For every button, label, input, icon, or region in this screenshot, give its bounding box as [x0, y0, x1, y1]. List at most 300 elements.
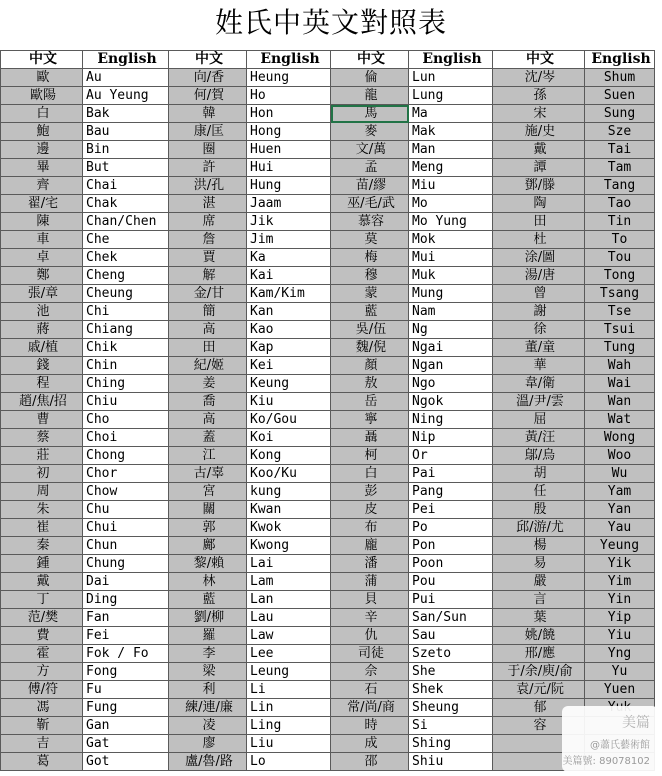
cell-english-surname[interactable]: Shum [585, 69, 655, 87]
cell-chinese-surname[interactable]: 齊 [1, 177, 83, 195]
cell-english-surname[interactable]: Ka [247, 249, 331, 267]
cell-chinese-surname[interactable]: 袁/元/阮 [493, 681, 585, 699]
cell-chinese-surname[interactable]: 吉 [1, 735, 83, 753]
cell-chinese-surname[interactable]: 巫/毛/武 [331, 195, 409, 213]
cell-chinese-surname[interactable]: 霍 [1, 645, 83, 663]
cell-chinese-surname[interactable]: 湯/唐 [493, 267, 585, 285]
cell-chinese-surname[interactable]: 洪/孔 [169, 177, 247, 195]
cell-chinese-surname[interactable]: 宋 [493, 105, 585, 123]
cell-english-surname[interactable]: Ling [247, 717, 331, 735]
cell-chinese-surname[interactable]: 寧 [331, 411, 409, 429]
cell-chinese-surname[interactable]: 葉 [493, 609, 585, 627]
cell-english-surname[interactable]: Lan [247, 591, 331, 609]
cell-english-surname[interactable]: Leung [247, 663, 331, 681]
cell-english-surname[interactable]: Got [83, 753, 169, 771]
cell-english-surname[interactable]: Chak [83, 195, 169, 213]
cell-english-surname[interactable]: Bin [83, 141, 169, 159]
cell-english-surname[interactable]: Ngok [409, 393, 493, 411]
cell-chinese-surname[interactable]: 鄔/烏 [493, 447, 585, 465]
cell-chinese-surname[interactable]: 慕容 [331, 213, 409, 231]
cell-chinese-surname[interactable]: 姚/饒 [493, 627, 585, 645]
cell-english-surname[interactable]: Ma [409, 105, 493, 123]
cell-english-surname[interactable]: Chiang [83, 321, 169, 339]
cell-chinese-surname[interactable]: 喬 [169, 393, 247, 411]
cell-english-surname[interactable]: Shiu [409, 753, 493, 771]
cell-chinese-surname[interactable]: 白 [331, 465, 409, 483]
cell-english-surname[interactable]: Tsui [585, 321, 655, 339]
cell-english-surname[interactable]: Bau [83, 123, 169, 141]
cell-english-surname[interactable]: Yng [585, 645, 655, 663]
cell-english-surname[interactable]: Yiu [585, 627, 655, 645]
cell-english-surname[interactable]: Koi [247, 429, 331, 447]
cell-chinese-surname[interactable]: 辛 [331, 609, 409, 627]
cell-english-surname[interactable]: Keung [247, 375, 331, 393]
cell-chinese-surname[interactable]: 姜 [169, 375, 247, 393]
cell-english-surname[interactable]: Tao [585, 195, 655, 213]
cell-chinese-surname[interactable]: 崔 [1, 519, 83, 537]
cell-chinese-surname[interactable]: 朱 [1, 501, 83, 519]
cell-chinese-surname[interactable]: 湛 [169, 195, 247, 213]
cell-chinese-surname[interactable]: 鄭 [1, 267, 83, 285]
cell-chinese-surname[interactable]: 孫 [493, 87, 585, 105]
cell-english-surname[interactable]: Gat [83, 735, 169, 753]
cell-chinese-surname[interactable]: 田 [493, 213, 585, 231]
cell-chinese-surname[interactable]: 藍 [331, 303, 409, 321]
cell-chinese-surname[interactable]: 田 [169, 339, 247, 357]
cell-english-surname[interactable]: Wah [585, 357, 655, 375]
cell-chinese-surname[interactable]: 簡 [169, 303, 247, 321]
cell-english-surname[interactable]: Che [83, 231, 169, 249]
cell-english-surname[interactable]: Yuen [585, 681, 655, 699]
cell-chinese-surname[interactable]: 解 [169, 267, 247, 285]
cell-english-surname[interactable]: Fong [83, 663, 169, 681]
cell-chinese-surname[interactable]: 韓 [169, 105, 247, 123]
cell-chinese-surname[interactable]: 趙/焦/招 [1, 393, 83, 411]
cell-english-surname[interactable]: Lee [247, 645, 331, 663]
cell-english-surname[interactable]: Kai [247, 267, 331, 285]
cell-english-surname[interactable]: Lau [247, 609, 331, 627]
cell-chinese-surname[interactable]: 吳/伍 [331, 321, 409, 339]
cell-chinese-surname[interactable]: 胡 [493, 465, 585, 483]
cell-chinese-surname[interactable]: 費 [1, 627, 83, 645]
cell-chinese-surname[interactable]: 邊 [1, 141, 83, 159]
cell-chinese-surname[interactable]: 江 [169, 447, 247, 465]
cell-english-surname[interactable]: Au [83, 69, 169, 87]
cell-chinese-surname[interactable]: 屈 [493, 411, 585, 429]
cell-english-surname[interactable]: Ngan [409, 357, 493, 375]
cell-chinese-surname[interactable]: 鄧/滕 [493, 177, 585, 195]
cell-english-surname[interactable]: Si [409, 717, 493, 735]
cell-chinese-surname[interactable]: 龐 [331, 537, 409, 555]
cell-english-surname[interactable]: kung [247, 483, 331, 501]
cell-english-surname[interactable]: Tang [585, 177, 655, 195]
cell-chinese-surname[interactable]: 秦 [1, 537, 83, 555]
cell-english-surname[interactable]: Sze [585, 123, 655, 141]
cell-chinese-surname[interactable]: 宮 [169, 483, 247, 501]
cell-english-surname[interactable]: Pon [409, 537, 493, 555]
cell-english-surname[interactable]: Wai [585, 375, 655, 393]
cell-chinese-surname[interactable]: 莫 [331, 231, 409, 249]
cell-english-surname[interactable]: Mok [409, 231, 493, 249]
cell-english-surname[interactable]: Jim [247, 231, 331, 249]
cell-english-surname[interactable]: Lam [247, 573, 331, 591]
cell-english-surname[interactable]: Lo [247, 753, 331, 771]
cell-english-surname[interactable]: Tam [585, 159, 655, 177]
cell-chinese-surname[interactable]: 戴 [1, 573, 83, 591]
cell-chinese-surname[interactable]: 邱/游/尤 [493, 519, 585, 537]
cell-english-surname[interactable]: Kao [247, 321, 331, 339]
cell-chinese-surname[interactable]: 池 [1, 303, 83, 321]
cell-chinese-surname[interactable]: 圈 [169, 141, 247, 159]
cell-chinese-surname[interactable]: 白 [1, 105, 83, 123]
cell-english-surname[interactable]: Tin [585, 213, 655, 231]
cell-english-surname[interactable]: San/Sun [409, 609, 493, 627]
cell-chinese-surname[interactable]: 佘 [331, 663, 409, 681]
cell-chinese-surname[interactable]: 倫 [331, 69, 409, 87]
cell-english-surname[interactable]: Jik [247, 213, 331, 231]
cell-english-surname[interactable]: Lai [247, 555, 331, 573]
cell-english-surname[interactable]: Fung [83, 699, 169, 717]
cell-chinese-surname[interactable]: 彭 [331, 483, 409, 501]
cell-english-surname[interactable]: Yam [585, 483, 655, 501]
cell-english-surname[interactable]: Yip [585, 609, 655, 627]
cell-chinese-surname[interactable]: 關 [169, 501, 247, 519]
cell-english-surname[interactable]: Ng [409, 321, 493, 339]
cell-chinese-surname[interactable]: 梁 [169, 663, 247, 681]
cell-chinese-surname[interactable]: 詹 [169, 231, 247, 249]
cell-english-surname[interactable]: Pei [409, 501, 493, 519]
cell-english-surname[interactable]: Chong [83, 447, 169, 465]
cell-english-surname[interactable]: To [585, 231, 655, 249]
cell-chinese-surname[interactable]: 魏/倪 [331, 339, 409, 357]
cell-chinese-surname[interactable]: 鄺 [169, 537, 247, 555]
cell-english-surname[interactable]: Pui [409, 591, 493, 609]
cell-chinese-surname[interactable]: 蓋 [169, 429, 247, 447]
cell-english-surname[interactable]: Tai [585, 141, 655, 159]
cell-english-surname[interactable]: Chui [83, 519, 169, 537]
cell-english-surname[interactable]: Chu [83, 501, 169, 519]
cell-english-surname[interactable]: Sau [409, 627, 493, 645]
cell-chinese-surname[interactable]: 康/匡 [169, 123, 247, 141]
cell-english-surname[interactable]: Yan [585, 501, 655, 519]
cell-english-surname[interactable]: Mung [409, 285, 493, 303]
cell-english-surname[interactable]: Muk [409, 267, 493, 285]
cell-chinese-surname[interactable]: 皮 [331, 501, 409, 519]
cell-chinese-surname[interactable]: 董/童 [493, 339, 585, 357]
cell-chinese-surname[interactable]: 翟/宅 [1, 195, 83, 213]
cell-english-surname[interactable]: Chek [83, 249, 169, 267]
cell-chinese-surname[interactable]: 蒙 [331, 285, 409, 303]
cell-english-surname[interactable]: She [409, 663, 493, 681]
cell-chinese-surname[interactable]: 林 [169, 573, 247, 591]
cell-english-surname[interactable]: Ding [83, 591, 169, 609]
cell-chinese-surname[interactable]: 貝 [331, 591, 409, 609]
cell-english-surname[interactable]: Huen [247, 141, 331, 159]
cell-english-surname[interactable]: Hon [247, 105, 331, 123]
cell-english-surname[interactable]: Mo Yung [409, 213, 493, 231]
cell-english-surname[interactable]: Woo [585, 447, 655, 465]
cell-english-surname[interactable]: Chun [83, 537, 169, 555]
cell-chinese-surname[interactable]: 歐陽 [1, 87, 83, 105]
cell-chinese-surname[interactable]: 于/余/庾/俞 [493, 663, 585, 681]
cell-english-surname[interactable]: Jaam [247, 195, 331, 213]
cell-english-surname[interactable]: Meng [409, 159, 493, 177]
cell-chinese-surname[interactable]: 施/史 [493, 123, 585, 141]
cell-english-surname[interactable]: Pai [409, 465, 493, 483]
cell-chinese-surname[interactable]: 凌 [169, 717, 247, 735]
cell-chinese-surname[interactable]: 許 [169, 159, 247, 177]
cell-chinese-surname[interactable]: 韋/衛 [493, 375, 585, 393]
cell-chinese-surname[interactable]: 方 [1, 663, 83, 681]
cell-chinese-surname[interactable]: 殷 [493, 501, 585, 519]
cell-chinese-surname[interactable]: 司徒 [331, 645, 409, 663]
cell-chinese-surname[interactable]: 盧/魯/路 [169, 753, 247, 771]
cell-english-surname[interactable]: Tong [585, 267, 655, 285]
cell-english-surname[interactable]: Wat [585, 411, 655, 429]
cell-english-surname[interactable]: Po [409, 519, 493, 537]
cell-chinese-surname[interactable]: 莊 [1, 447, 83, 465]
cell-english-surname[interactable]: Nam [409, 303, 493, 321]
cell-chinese-surname[interactable]: 華 [493, 357, 585, 375]
cell-chinese-surname[interactable]: 陶 [493, 195, 585, 213]
cell-chinese-surname[interactable]: 岳 [331, 393, 409, 411]
cell-chinese-surname[interactable]: 鍾 [1, 555, 83, 573]
cell-chinese-surname[interactable]: 高 [169, 411, 247, 429]
cell-chinese-surname[interactable]: 鮑 [1, 123, 83, 141]
cell-english-surname[interactable]: Tse [585, 303, 655, 321]
cell-chinese-surname[interactable]: 郭 [169, 519, 247, 537]
cell-english-surname[interactable]: Sung [585, 105, 655, 123]
cell-chinese-surname[interactable]: 錢 [1, 357, 83, 375]
cell-chinese-surname[interactable]: 范/樊 [1, 609, 83, 627]
cell-chinese-surname[interactable]: 柯 [331, 447, 409, 465]
cell-english-surname[interactable]: Tsang [585, 285, 655, 303]
cell-chinese-surname[interactable]: 梅 [331, 249, 409, 267]
cell-english-surname[interactable]: Choi [83, 429, 169, 447]
cell-english-surname[interactable]: Hong [247, 123, 331, 141]
cell-english-surname[interactable]: Chor [83, 465, 169, 483]
cell-english-surname[interactable]: Li [247, 681, 331, 699]
cell-english-surname[interactable]: Mui [409, 249, 493, 267]
cell-chinese-surname[interactable]: 席 [169, 213, 247, 231]
cell-english-surname[interactable]: Yin [585, 591, 655, 609]
cell-chinese-surname[interactable]: 任 [493, 483, 585, 501]
cell-chinese-surname[interactable]: 曹 [1, 411, 83, 429]
cell-english-surname[interactable]: Lin [247, 699, 331, 717]
cell-chinese-surname[interactable]: 馮 [1, 699, 83, 717]
cell-english-surname[interactable]: Dai [83, 573, 169, 591]
cell-english-surname[interactable]: Cheng [83, 267, 169, 285]
cell-english-surname[interactable]: Kam/Kim [247, 285, 331, 303]
cell-english-surname[interactable]: Fok / Fo [83, 645, 169, 663]
cell-chinese-surname[interactable]: 劉/柳 [169, 609, 247, 627]
cell-chinese-surname[interactable]: 車 [1, 231, 83, 249]
cell-chinese-surname[interactable]: 戚/植 [1, 339, 83, 357]
cell-chinese-surname[interactable]: 文/萬 [331, 141, 409, 159]
cell-english-surname[interactable]: Gan [83, 717, 169, 735]
cell-english-surname[interactable]: Liu [247, 735, 331, 753]
cell-english-surname[interactable]: Yeung [585, 537, 655, 555]
cell-chinese-surname[interactable]: 譚 [493, 159, 585, 177]
cell-chinese-surname[interactable]: 麥 [331, 123, 409, 141]
cell-english-surname[interactable]: Kap [247, 339, 331, 357]
cell-english-surname[interactable]: Fan [83, 609, 169, 627]
cell-english-surname[interactable]: Koo/Ku [247, 465, 331, 483]
cell-english-surname[interactable]: Or [409, 447, 493, 465]
cell-english-surname[interactable]: Pang [409, 483, 493, 501]
cell-chinese-surname[interactable]: 廖 [169, 735, 247, 753]
cell-chinese-surname[interactable]: 何/賀 [169, 87, 247, 105]
cell-english-surname[interactable]: Chi [83, 303, 169, 321]
cell-chinese-surname[interactable]: 穆 [331, 267, 409, 285]
cell-chinese-surname[interactable]: 練/連/廉 [169, 699, 247, 717]
cell-english-surname[interactable]: Ho [247, 87, 331, 105]
cell-english-surname[interactable]: Tou [585, 249, 655, 267]
cell-english-surname[interactable]: Mak [409, 123, 493, 141]
cell-english-surname[interactable]: Fei [83, 627, 169, 645]
cell-english-surname[interactable]: Lun [409, 69, 493, 87]
cell-chinese-surname[interactable]: 邢/應 [493, 645, 585, 663]
cell-chinese-surname[interactable]: 李 [169, 645, 247, 663]
cell-chinese-surname[interactable]: 周 [1, 483, 83, 501]
cell-chinese-surname[interactable]: 言 [493, 591, 585, 609]
cell-chinese-surname[interactable]: 丁 [1, 591, 83, 609]
cell-chinese-surname[interactable]: 藍 [169, 591, 247, 609]
cell-chinese-surname[interactable]: 傅/符 [1, 681, 83, 699]
cell-english-surname[interactable]: Chiu [83, 393, 169, 411]
cell-chinese-surname[interactable]: 仇 [331, 627, 409, 645]
cell-chinese-surname[interactable]: 高 [169, 321, 247, 339]
cell-english-surname[interactable]: Hung [247, 177, 331, 195]
cell-chinese-surname[interactable]: 金/甘 [169, 285, 247, 303]
cell-chinese-surname[interactable]: 常/尚/商 [331, 699, 409, 717]
cell-english-surname[interactable]: Fu [83, 681, 169, 699]
cell-english-surname[interactable]: Kwok [247, 519, 331, 537]
cell-chinese-surname[interactable]: 蒲 [331, 573, 409, 591]
cell-english-surname[interactable]: Nip [409, 429, 493, 447]
cell-english-surname[interactable]: Au Yeung [83, 87, 169, 105]
cell-english-surname[interactable]: But [83, 159, 169, 177]
cell-english-surname[interactable]: Suen [585, 87, 655, 105]
cell-english-surname[interactable]: Yau [585, 519, 655, 537]
cell-chinese-surname[interactable]: 靳 [1, 717, 83, 735]
cell-chinese-surname[interactable]: 張/章 [1, 285, 83, 303]
cell-chinese-surname[interactable]: 歐 [1, 69, 83, 87]
cell-chinese-surname[interactable]: 陳 [1, 213, 83, 231]
cell-chinese-surname[interactable]: 卓 [1, 249, 83, 267]
cell-english-surname[interactable]: Lung [409, 87, 493, 105]
cell-english-surname[interactable]: Yim [585, 573, 655, 591]
cell-english-surname[interactable]: Mo [409, 195, 493, 213]
cell-chinese-surname[interactable]: 敖 [331, 375, 409, 393]
cell-english-surname[interactable]: Chan/Chen [83, 213, 169, 231]
cell-chinese-surname[interactable]: 曾 [493, 285, 585, 303]
cell-english-surname[interactable]: Law [247, 627, 331, 645]
cell-chinese-surname[interactable]: 沈/岑 [493, 69, 585, 87]
cell-english-surname[interactable]: Ko/Gou [247, 411, 331, 429]
cell-english-surname[interactable]: Poon [409, 555, 493, 573]
cell-english-surname[interactable]: Chow [83, 483, 169, 501]
cell-english-surname[interactable]: Chai [83, 177, 169, 195]
cell-chinese-surname[interactable]: 初 [1, 465, 83, 483]
cell-chinese-surname[interactable]: 黎/賴 [169, 555, 247, 573]
cell-chinese-surname[interactable]: 楊 [493, 537, 585, 555]
cell-chinese-surname[interactable]: 畢 [1, 159, 83, 177]
cell-english-surname[interactable]: Ngai [409, 339, 493, 357]
cell-english-surname[interactable]: Kwan [247, 501, 331, 519]
cell-chinese-surname[interactable]: 古/辜 [169, 465, 247, 483]
cell-chinese-surname[interactable]: 時 [331, 717, 409, 735]
cell-chinese-surname[interactable]: 馬 [331, 105, 409, 123]
cell-english-surname[interactable]: Kan [247, 303, 331, 321]
cell-english-surname[interactable]: Yu [585, 663, 655, 681]
cell-chinese-surname[interactable]: 布 [331, 519, 409, 537]
cell-english-surname[interactable]: Shing [409, 735, 493, 753]
cell-english-surname[interactable]: Sheung [409, 699, 493, 717]
cell-english-surname[interactable]: Kong [247, 447, 331, 465]
cell-chinese-surname[interactable]: 潘 [331, 555, 409, 573]
cell-english-surname[interactable]: Szeto [409, 645, 493, 663]
cell-chinese-surname[interactable]: 石 [331, 681, 409, 699]
cell-english-surname[interactable]: Tung [585, 339, 655, 357]
cell-chinese-surname[interactable]: 龍 [331, 87, 409, 105]
cell-chinese-surname[interactable]: 孟 [331, 159, 409, 177]
cell-english-surname[interactable]: Wu [585, 465, 655, 483]
cell-english-surname[interactable]: Cheung [83, 285, 169, 303]
cell-english-surname[interactable]: Bak [83, 105, 169, 123]
cell-chinese-surname[interactable]: 聶 [331, 429, 409, 447]
cell-english-surname[interactable]: Hui [247, 159, 331, 177]
cell-english-surname[interactable]: Pou [409, 573, 493, 591]
cell-chinese-surname[interactable]: 杜 [493, 231, 585, 249]
cell-chinese-surname[interactable]: 謝 [493, 303, 585, 321]
cell-english-surname[interactable]: Chik [83, 339, 169, 357]
cell-chinese-surname[interactable]: 顏 [331, 357, 409, 375]
cell-chinese-surname[interactable]: 溫/尹/雲 [493, 393, 585, 411]
cell-english-surname[interactable]: Kiu [247, 393, 331, 411]
cell-chinese-surname[interactable]: 戴 [493, 141, 585, 159]
cell-english-surname[interactable]: Chung [83, 555, 169, 573]
cell-english-surname[interactable]: Chin [83, 357, 169, 375]
cell-chinese-surname[interactable]: 蔣 [1, 321, 83, 339]
cell-english-surname[interactable]: Miu [409, 177, 493, 195]
cell-english-surname[interactable]: Ching [83, 375, 169, 393]
cell-chinese-surname[interactable]: 賈 [169, 249, 247, 267]
cell-chinese-surname[interactable]: 向/香 [169, 69, 247, 87]
cell-english-surname[interactable]: Yik [585, 555, 655, 573]
cell-english-surname[interactable]: Ngo [409, 375, 493, 393]
cell-english-surname[interactable]: Shek [409, 681, 493, 699]
cell-english-surname[interactable]: Heung [247, 69, 331, 87]
cell-chinese-surname[interactable]: 成 [331, 735, 409, 753]
cell-chinese-surname[interactable]: 邵 [331, 753, 409, 771]
cell-chinese-surname[interactable]: 葛 [1, 753, 83, 771]
cell-english-surname[interactable]: Man [409, 141, 493, 159]
cell-english-surname[interactable]: Kwong [247, 537, 331, 555]
cell-chinese-surname[interactable]: 郁 [493, 699, 585, 717]
cell-chinese-surname[interactable]: 涂/圖 [493, 249, 585, 267]
cell-chinese-surname[interactable]: 蔡 [1, 429, 83, 447]
cell-chinese-surname[interactable]: 程 [1, 375, 83, 393]
cell-chinese-surname[interactable]: 利 [169, 681, 247, 699]
cell-chinese-surname[interactable]: 徐 [493, 321, 585, 339]
cell-english-surname[interactable]: Wong [585, 429, 655, 447]
cell-chinese-surname[interactable]: 苗/繆 [331, 177, 409, 195]
cell-chinese-surname[interactable]: 羅 [169, 627, 247, 645]
cell-chinese-surname[interactable]: 易 [493, 555, 585, 573]
cell-english-surname[interactable]: Ning [409, 411, 493, 429]
cell-chinese-surname[interactable]: 黃/汪 [493, 429, 585, 447]
